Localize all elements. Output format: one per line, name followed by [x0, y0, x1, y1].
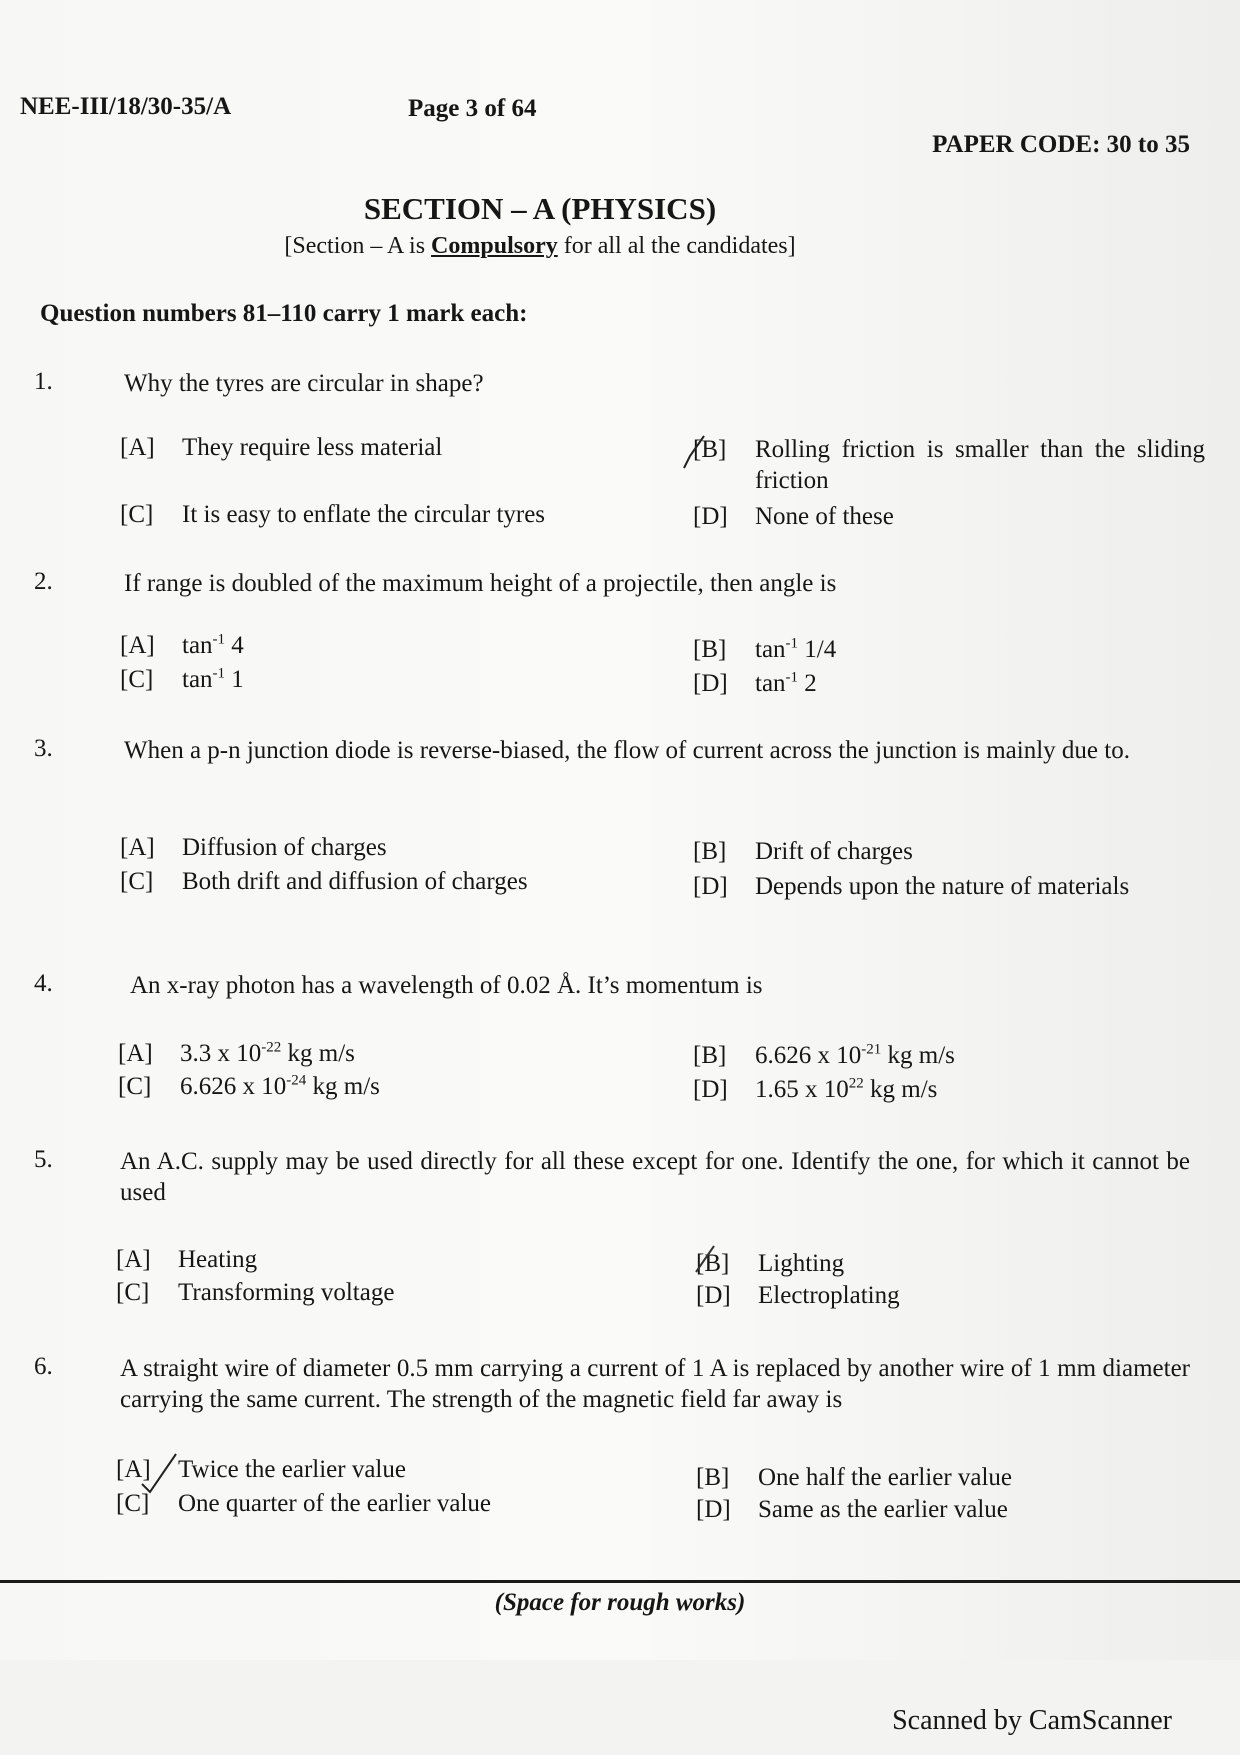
- option-tag: [A]: [120, 834, 155, 861]
- option-text: Both drift and diffusion of charges: [182, 868, 528, 895]
- divider-rule: [0, 1580, 1240, 1583]
- question-number: 5.: [34, 1146, 53, 1173]
- option-text: $\tan^{-1} 4$: [182, 631, 244, 659]
- option-c: [120, 499, 545, 530]
- option-text: 1.65 x $10^{22}$ kg m/s: [755, 1075, 938, 1103]
- option-b: [693, 1040, 955, 1071]
- option-tag: [C]: [116, 1279, 150, 1306]
- option-text: Heating: [178, 1246, 258, 1273]
- option-d: [693, 501, 894, 532]
- question-text: A straight wire of diameter 0.5 mm carrying a current of 1 A is replaced by another wire of 1 mm diameter carrying the same current. The strength of the magnetic field far away is: [120, 1355, 1190, 1413]
- option-text: Electroplating: [758, 1282, 900, 1309]
- question-text: An x-ray photon has a wavelength of 0.02 Å. It’s momentum is: [130, 972, 763, 999]
- option-text: They require less material: [182, 434, 443, 461]
- pen-tick-mark: [680, 432, 710, 472]
- option-a: [120, 832, 387, 863]
- option-b: [693, 434, 1205, 496]
- question-number: 4.: [34, 970, 53, 997]
- option-text: $\tan^{-1} 1$: [182, 665, 244, 693]
- option-text: 6.626 x $10^{-21}$ kg m/s: [755, 1041, 955, 1069]
- option-a: [120, 630, 244, 661]
- pen-tick-mark: [136, 1448, 186, 1498]
- section-title: SECTION – A (PHYSICS): [363, 191, 717, 226]
- option-text: It is easy to enflate the circular tyres: [182, 501, 546, 528]
- option-tag: [D]: [693, 670, 728, 697]
- option-text: Diffusion of charges: [182, 834, 387, 861]
- option-c: [120, 866, 528, 897]
- option-c: [118, 1071, 380, 1102]
- option-a: [116, 1244, 257, 1275]
- option-text: Transforming voltage: [178, 1279, 395, 1306]
- option-tag: [D]: [696, 1282, 731, 1309]
- option-tag: [D]: [696, 1496, 731, 1523]
- option-tag: [B]: [693, 436, 727, 463]
- section-note-pre: [Section – A is: [284, 233, 432, 259]
- question-text: An A.C. supply may be used directly for all these except for one. Identify the one, for which it cannot be used: [120, 1148, 1190, 1206]
- option-text: Same as the earlier value: [758, 1496, 1008, 1523]
- option-text: 6.626 x $10^{-24}$ kg m/s: [180, 1072, 380, 1100]
- paper-code: PAPER CODE: 30 to 35: [932, 131, 1190, 158]
- option-tag: [B]: [693, 1042, 727, 1069]
- option-tag: [A]: [118, 1040, 153, 1067]
- option-tag: [C]: [118, 1073, 152, 1100]
- option-b: [696, 1462, 1012, 1493]
- option-tag: [B]: [693, 838, 727, 865]
- option-tag: [C]: [120, 868, 154, 895]
- question-text: Why the tyres are circular in shape?: [124, 370, 484, 397]
- option-text: Rolling friction is smaller than the sliding friction: [755, 436, 1205, 494]
- section-note-post: for all al the candidates]: [557, 233, 796, 259]
- option-d: [696, 1494, 1008, 1525]
- option-text: Drift of charges: [755, 838, 913, 865]
- option-text: $\tan^{-1} 2$: [755, 669, 817, 697]
- option-text: Depends upon the nature of materials: [755, 873, 1130, 900]
- question-text: If range is doubled of the maximum height of a projectile, then angle is: [124, 570, 837, 597]
- option-d: [693, 871, 1205, 902]
- option-tag: [D]: [693, 503, 728, 530]
- option-d: [696, 1280, 900, 1311]
- option-d: [693, 668, 817, 699]
- option-text: $\tan^{-1} 1/4$: [755, 635, 837, 663]
- option-text: One half the earlier value: [758, 1464, 1013, 1491]
- option-tag: [A]: [116, 1456, 151, 1483]
- option-b: [693, 634, 836, 665]
- option-tag: [B]: [696, 1464, 730, 1491]
- question-number: 6.: [34, 1353, 53, 1380]
- page-number: Page 3 of 64: [408, 95, 537, 122]
- option-b: [693, 836, 913, 867]
- option-tag: [A]: [120, 434, 155, 461]
- option-tag: [A]: [120, 632, 155, 659]
- option-tag: [C]: [120, 501, 154, 528]
- option-tag: [A]: [116, 1246, 151, 1273]
- rough-work-label: (Space for rough works): [494, 1589, 746, 1616]
- section-note-compulsory: Compulsory: [431, 233, 558, 259]
- option-text: 3.3 x $10^{-22}$ kg m/s: [180, 1039, 355, 1067]
- option-text: One quarter of the earlier value: [178, 1490, 492, 1517]
- pen-tick-mark: [690, 1240, 730, 1280]
- exam-code: NEE-III/18/30-35/A: [20, 93, 232, 120]
- option-d: [693, 1074, 937, 1105]
- question-number: 3.: [34, 735, 53, 762]
- question-number: 2.: [34, 568, 53, 595]
- option-text: Twice the earlier value: [178, 1456, 406, 1483]
- option-tag: [D]: [693, 1076, 728, 1103]
- option-tag: [D]: [693, 873, 728, 900]
- option-text: None of these: [755, 503, 894, 530]
- marks-instruction: Question numbers 81–110 carry 1 mark each:: [40, 300, 528, 327]
- question-number: 1.: [34, 368, 53, 395]
- option-c: [120, 664, 244, 695]
- option-c: [116, 1277, 394, 1308]
- option-tag: [B]: [696, 1250, 730, 1277]
- option-tag: [B]: [693, 636, 727, 663]
- scanner-watermark: Scanned by CamScanner: [892, 1705, 1172, 1736]
- question-text: When a p-n junction diode is reverse-biased, the flow of current across the junction is mainly due to.: [124, 737, 1130, 764]
- option-a: [120, 432, 442, 463]
- section-note: [0, 233, 1080, 260]
- option-tag: [C]: [120, 666, 154, 693]
- option-tag: [C]: [116, 1490, 150, 1517]
- option-text: Lighting: [758, 1250, 845, 1277]
- option-a: [118, 1038, 355, 1069]
